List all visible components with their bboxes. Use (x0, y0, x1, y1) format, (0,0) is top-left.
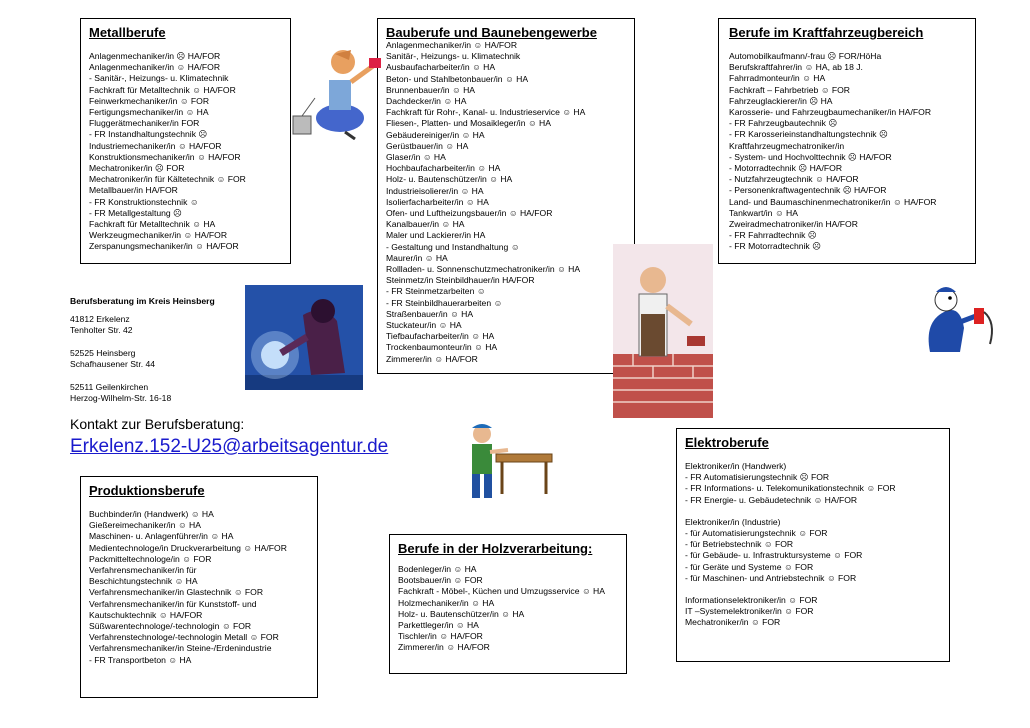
list-item: Hochbaufacharbeiter/in ☺ HA (386, 163, 501, 174)
list-item: Fachkraft für Rohr-, Kanal- u. Industrieservice ☺ HA (386, 107, 586, 118)
contact-email-link[interactable]: Erkelenz.152-U25@arbeitsagentur.de (70, 436, 389, 457)
list-item: Sanitär-, Heizungs- u. Klimatechnik (386, 51, 521, 62)
painter-illustration (285, 40, 385, 140)
list-item: Fachkraft für Metalltechnik ☺ HA (89, 219, 216, 230)
list-item: - FR Motorradtechnik ☹ (729, 241, 822, 252)
list-item: Tiefbaufacharbeiter/in ☺ HA (386, 331, 495, 342)
list-item: Verfahrensmechaniker/in für Kunststoff- und (89, 598, 257, 609)
list-item: Anlagenmechaniker/in ☺ HA/FOR (386, 40, 518, 50)
list-item: Süßwarentechnologe/-technologin ☺ FOR (89, 621, 252, 632)
list-item: Buchbinder/in (Handwerk) ☺ HA (89, 509, 214, 519)
list-item: Anlagenmechaniker/in ☹ HA/FOR (89, 51, 221, 61)
list-item: Beschichtungstechnik ☺ HA (89, 576, 198, 587)
bau-box (377, 18, 635, 374)
list-item: Holzmechaniker/in ☺ HA (398, 597, 495, 608)
list-item: - für Betriebstechnik ☺ FOR (685, 539, 794, 550)
beratung-block (70, 296, 250, 404)
list-item: - für Automatisierungstechnik ☺ FOR (685, 528, 828, 539)
list-item: Mechatroniker/in für Kältetechnik ☺ FOR (89, 174, 246, 185)
list-item: Fachkraft für Metalltechnik ☺ HA/FOR (89, 84, 236, 95)
list-item: - FR Informations- u. Telekomunikationstechnik ☺ FOR (685, 483, 896, 494)
list-item: Fachkraft – Fahrbetrieb ☺ FOR (729, 84, 851, 95)
list-item: Fluggerätmechaniker/in FOR (89, 118, 200, 129)
list-item: Zweiradmechatroniker/in HA/FOR (729, 219, 858, 230)
list-item: Ofen- und Luftheizungsbauer/in ☺ HA/FOR (386, 208, 553, 219)
list-item: - FR Fahrradtechnik ☹ (729, 230, 817, 241)
list-item: Fahrradmonteur/in ☺ HA (729, 73, 826, 84)
list-item: Metallbauer/in HA/FOR (89, 185, 178, 196)
mechanic-illustration (910, 282, 1002, 356)
address-line: 52525 Heinsberg (70, 348, 136, 358)
list-item: Dachdecker/in ☺ HA (386, 96, 467, 107)
welder-illustration (245, 285, 363, 390)
address-line: Tenholter Str. 42 (70, 325, 133, 335)
address-line: Schafhausener Str. 44 (70, 359, 156, 369)
list-item: IT –Systemelektroniker/in ☺ FOR (685, 606, 814, 617)
elektro-box (676, 428, 950, 662)
list-item: - System- und Hochvolttechnik ☹ HA/FOR (729, 151, 892, 162)
list-item: - für Geräte und Systeme ☺ FOR (685, 561, 814, 572)
list-item: Karosserie- und Fahrzeugbaumechaniker/in HA/FOR (729, 107, 932, 118)
list-item: Maler und Lackierer/in HA (386, 230, 486, 241)
kfz-list (729, 51, 965, 253)
list-item: Kraftfahrzeugmechatroniker/in (729, 140, 845, 151)
list-item: Isolierfacharbeiter/in ☺ HA (386, 196, 489, 207)
list-item: - FR Energie- u. Gebäudetechnik ☺ HA/FOR (685, 494, 858, 505)
list-item: Automobilkaufmann/-frau ☹ FOR/HöHa (729, 51, 882, 61)
list-item: Tischler/in ☺ HA/FOR (398, 631, 483, 642)
list-item: Zerspanungsmechaniker/in ☺ HA/FOR (89, 241, 239, 252)
list-item: Industriemechaniker/in ☺ HA/FOR (89, 140, 222, 151)
list-item: Elektroniker/in (Handwerk) (685, 461, 787, 471)
list-item: Zimmerer/in ☺ HA/FOR (398, 642, 490, 653)
list-item: Stuckateur/in ☺ HA (386, 320, 462, 331)
list-item: - FR Fahrzeugbautechnik ☹ (729, 118, 838, 129)
metall-box (80, 18, 291, 264)
elektro-list-2 (685, 517, 941, 584)
list-item: Berufskraftfahrer/in ☺ HA, ab 18 J. (729, 62, 863, 73)
list-item: Informationselektroniker/in ☺ FOR (685, 595, 818, 606)
list-item: - FR Instandhaltungstechnik ☹ (89, 129, 208, 140)
list-item: - FR Steinbildhauerarbeiten ☺ (386, 297, 503, 308)
elektro-list-3 (685, 595, 941, 629)
list-item: Feinwerkmechaniker/in ☺ FOR (89, 95, 210, 106)
list-item: Anlagenmechaniker/in ☺ HA/FOR (89, 62, 221, 73)
list-item: Elektroniker/in (Industrie) (685, 516, 781, 527)
list-item: Fertigungsmechaniker/in ☺ HA (89, 107, 209, 118)
list-item: - FR Transportbeton ☺ HA (89, 654, 192, 665)
list-item: - Motorradtechnik ☹ HA/FOR (729, 163, 843, 174)
list-item: Mechatroniker/in ☺ FOR (685, 617, 781, 628)
metall-title: Metallberufe (89, 25, 166, 40)
list-item: Steinmetz/in Steinbildhauer/in HA/FOR (386, 275, 535, 286)
list-item: - FR Automatisierungstechnik ☹ FOR (685, 472, 830, 483)
list-item: Fliesen-, Platten- und Mosaikleger/in ☺ HA (386, 118, 551, 129)
list-item: - FR Metallgestaltung ☹ (89, 207, 183, 218)
list-item: - FR Steinmetzarbeiten ☺ (386, 286, 486, 297)
list-item: - Personenkraftwagentechnik ☹ HA/FOR (729, 185, 887, 196)
list-item: - Sanitär-, Heizungs- u. Klimatechnik (89, 73, 229, 84)
list-item: Straßenbauer/in ☺ HA (386, 308, 474, 319)
list-item: Holz- u. Bautenschützer/in ☺ HA (398, 608, 525, 619)
list-item: Parkettleger/in ☺ HA (398, 620, 479, 631)
holz-box (389, 534, 627, 674)
list-item: Holz- u. Bautenschützer/in ☺ HA (386, 174, 513, 185)
list-item: Maschinen- u. Anlagenführer/in ☺ HA (89, 531, 234, 542)
produktion-list (89, 509, 309, 666)
bau-title: Bauberufe und Baunebengewerbe (386, 25, 597, 40)
holz-title: Berufe in der Holzverarbeitung: (398, 541, 593, 556)
list-item: Konstruktionsmechaniker/in ☺ HA/FOR (89, 151, 241, 162)
list-item: Verfahrensmechaniker/in Glastechnik ☺ FOR (89, 587, 264, 598)
elektro-title: Elektroberufe (685, 435, 769, 450)
list-item: Kautschuktechnik ☺ HA/FOR (89, 609, 203, 620)
metall-list (89, 51, 282, 253)
kfz-title: Berufe im Kraftfahrzeugbereich (729, 25, 924, 40)
list-item: Trockenbaumonteur/in ☺ HA (386, 342, 498, 353)
list-item: Gerüstbauer/in ☺ HA (386, 140, 469, 151)
list-item: Brunnenbauer/in ☺ HA (386, 84, 476, 95)
holz-list (398, 564, 618, 654)
kfz-box (718, 18, 976, 264)
list-item: Tankwart/in ☺ HA (729, 207, 798, 218)
list-item: Packmitteltechnologe/in ☺ FOR (89, 553, 212, 564)
list-item: Verfahrensmechaniker/in Steine-/Erdenindustrie (89, 643, 272, 654)
produktion-title: Produktionsberufe (89, 483, 205, 498)
list-item: Land- und Baumaschinenmechatroniker/in ☺ HA/FOR (729, 196, 937, 207)
address-line: 52511 Geilenkirchen (70, 382, 149, 392)
list-item: - für Maschinen- und Antriebstechnik ☺ FOR (685, 572, 857, 583)
address-line: 41812 Erkelenz (70, 314, 130, 324)
produktion-box (80, 476, 318, 698)
list-item: Ausbaufacharbeiter/in ☺ HA (386, 62, 496, 73)
list-item: Gebäudereiniger/in ☺ HA (386, 129, 485, 140)
bau-list (386, 40, 626, 365)
list-item: Bootsbauer/in ☺ FOR (398, 575, 483, 586)
list-item: - Gestaltung und Instandhaltung ☺ (386, 241, 520, 252)
list-item: Bodenleger/in ☺ HA (398, 564, 477, 574)
list-item: Industrieisolierer/in ☺ HA (386, 185, 484, 196)
list-item: Fahrzeuglackierer/in ☹ HA (729, 95, 833, 106)
bricklayer-illustration (613, 244, 713, 418)
address-line: Herzog-Wilhelm-Str. 16-18 (70, 393, 172, 403)
beratung-title: Berufsberatung im Kreis Heinsberg (70, 296, 215, 306)
list-item: - FR Konstruktionstechnik ☺ (89, 196, 199, 207)
list-item: Kanalbauer/in ☺ HA (386, 219, 465, 230)
list-item: Mechatroniker/in ☹ FOR (89, 163, 185, 174)
list-item: Maurer/in ☺ HA (386, 252, 448, 263)
list-item: Medientechnologe/in Druckverarbeitung ☺ HA/FOR (89, 542, 287, 553)
list-item: - für Gebäude- u. Infrastruktursysteme ☺ FOR (685, 550, 863, 561)
list-item: - Nutzfahrzeugtechnik ☺ HA/FOR (729, 174, 859, 185)
list-item: Zimmerer/in ☺ HA/FOR (386, 353, 478, 364)
list-item: Gießereimechaniker/in ☺ HA (89, 520, 201, 531)
list-item: Verfahrensmechaniker/in für (89, 565, 197, 576)
contact-label: Kontakt zur Berufsberatung: (70, 416, 245, 432)
list-item: - FR Karosserieinstandhaltungstechnik ☹ (729, 129, 888, 140)
list-item: Beton- und Stahlbetonbauer/in ☺ HA (386, 73, 529, 84)
carpenter-illustration (460, 418, 556, 502)
list-item: Verfahrenstechnologe/-technologin Metall ☺ FOR (89, 632, 279, 643)
list-item: Werkzeugmechaniker/in ☺ HA/FOR (89, 230, 228, 241)
list-item: Fachkraft - Möbel-, Küchen und Umzugsservice ☺ HA (398, 586, 605, 597)
list-item: Rollladen- u. Sonnenschutzmechatroniker/in ☺ HA (386, 264, 581, 275)
elektro-list-1 (685, 461, 941, 506)
list-item: Glaser/in ☺ HA (386, 152, 446, 163)
